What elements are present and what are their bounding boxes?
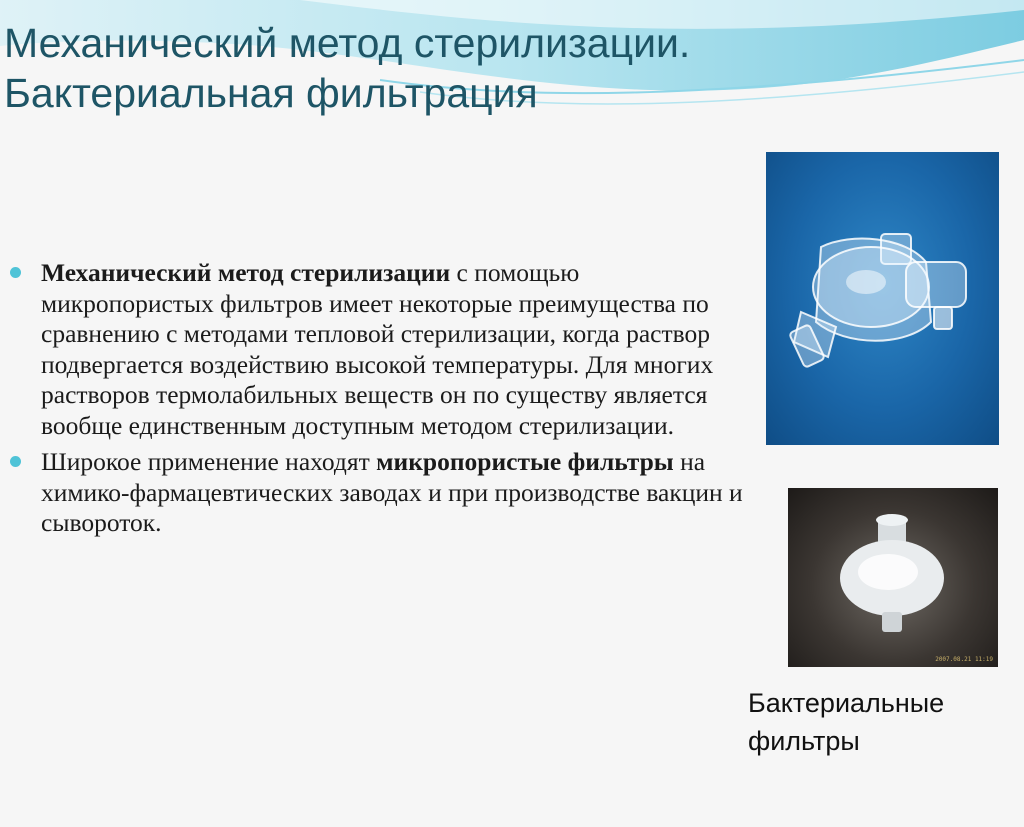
bullet-text: Широкое применение находят <box>41 447 377 476</box>
image-caption <box>748 684 944 760</box>
photo-timestamp: 2007.08.21 11:19 <box>935 656 993 663</box>
bullet-dot-icon <box>10 267 21 278</box>
slide-title-line1: Механический метод стерилизации. <box>4 20 691 66</box>
bullet-text: с помощью микропористых фильтров имеет некоторые преимущества по сравнению с методами тепловой стерилизации, когда раствор подвергается воздействию высокой температуры. Для многих растворов термолабильных веществ он по существу является вообще единственным доступным методом стерилизации. <box>41 258 714 440</box>
image-caption-line1: Бактериальные <box>748 688 945 718</box>
image-caption-line2: фильтры <box>748 726 860 756</box>
bacterial-filter-photo-blue <box>766 152 999 445</box>
bullet-text: на химико-фармацевтических заводах и при производстве вакцин и сывороток. <box>41 447 743 537</box>
slide-title-line2: Бактериальная фильтрация <box>4 70 538 116</box>
bacterial-filter-photo-dark <box>788 488 998 667</box>
bullet-item <box>10 258 750 441</box>
bullet-bold-lead: Механический метод стерилизации <box>41 258 451 287</box>
bullet-list <box>10 258 750 539</box>
bullet-dot-icon <box>10 456 21 467</box>
bullet-bold-term: микропористые фильтры <box>376 447 674 476</box>
bullet-item <box>10 447 750 539</box>
slide-title <box>4 18 690 118</box>
